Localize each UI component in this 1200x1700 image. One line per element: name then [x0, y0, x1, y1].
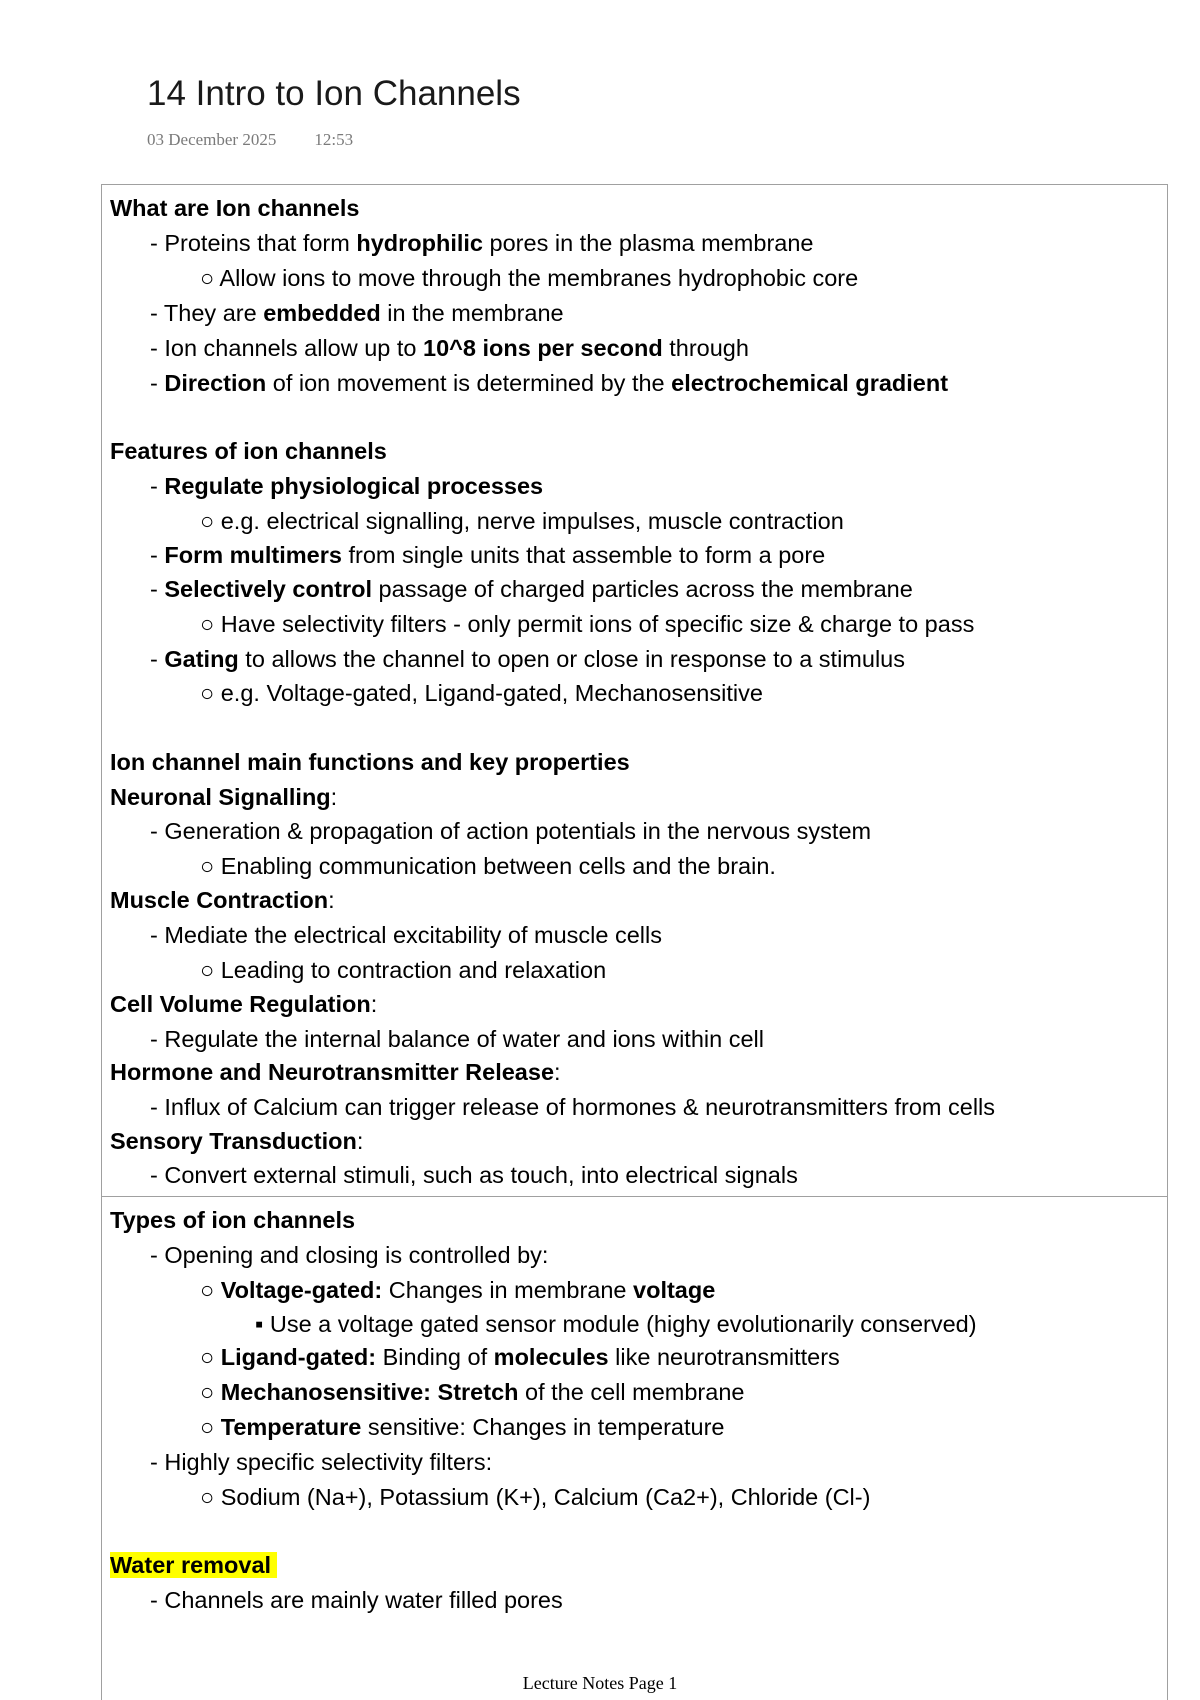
note-line — [150, 1024, 764, 1054]
text-segment: - — [150, 473, 165, 499]
note-line — [200, 1482, 870, 1512]
bold-text: 10^8 ions per second — [423, 335, 663, 361]
note-line — [110, 1126, 363, 1156]
bold-text: Ligand-gated: — [220, 1344, 377, 1370]
bold-text: molecules — [493, 1344, 609, 1370]
bold-text: Muscle Contraction — [110, 887, 329, 913]
text-segment: ○ — [200, 1414, 221, 1440]
bold-text: Neuronal Signalling — [110, 784, 331, 810]
text-segment: - Highly specific selectivity filters: — [150, 1449, 493, 1475]
note-line — [110, 1057, 561, 1087]
note-line — [200, 678, 763, 708]
note-line — [110, 436, 387, 466]
note-line — [200, 263, 858, 293]
text-segment: ○ e.g. electrical signalling, nerve impulses, muscle contraction — [200, 508, 844, 534]
note-line — [110, 885, 335, 915]
bold-text: Features of ion channels — [110, 438, 387, 464]
note-line — [200, 1275, 715, 1305]
text-segment: - Mediate the electrical excitability of muscle cells — [150, 922, 662, 948]
text-segment: ○ Leading to contraction and relaxation — [200, 957, 607, 983]
text-segment: Changes in membrane — [382, 1277, 634, 1303]
note-line — [150, 540, 825, 570]
page-title: 14 Intro to Ion Channels — [147, 74, 521, 113]
text-segment: - Influx of Calcium can trigger release of hormones & neurotransmitters from cells — [150, 1094, 996, 1120]
note-container-1[interactable] — [101, 184, 1168, 1197]
note-container-2[interactable] — [101, 1196, 1168, 1700]
note-line — [200, 955, 606, 985]
text-segment: - Regulate the internal balance of water and ions within cell — [150, 1026, 764, 1052]
text-segment: - — [150, 646, 165, 672]
bold-text: Types of ion channels — [110, 1207, 356, 1233]
text-segment: like neurotransmitters — [608, 1344, 840, 1370]
text-segment: - — [150, 370, 165, 396]
text-segment: : — [330, 784, 338, 810]
time-text: 12:53 — [314, 130, 354, 149]
text-segment: in the membrane — [380, 300, 564, 326]
text-segment: pores in the plasma membrane — [483, 230, 814, 256]
note-line — [110, 782, 337, 812]
text-segment: ○ Sodium (Na+), Potassium (K+), Calcium (Ca2+), Chloride (Cl-) — [200, 1484, 871, 1510]
note-line — [150, 471, 543, 501]
text-segment: - Generation & propagation of action potentials in the nervous system — [150, 818, 872, 844]
text-segment: - Opening and closing is controlled by: — [150, 1242, 549, 1268]
text-segment: sensitive: Changes in temperature — [361, 1414, 725, 1440]
text-segment: - — [150, 576, 165, 602]
bold-text: Hormone and Neurotransmitter Release — [110, 1059, 555, 1085]
bold-text: Cell Volume Regulation — [110, 991, 371, 1017]
text-segment: - Proteins that form — [150, 230, 357, 256]
note-line — [150, 1240, 548, 1270]
text-segment: to allows the channel to open or close in response to a stimulus — [238, 646, 905, 672]
note-line — [150, 333, 749, 363]
note-line — [150, 1447, 492, 1477]
note-line — [150, 228, 813, 258]
page-footer: Lecture Notes Page 1 — [522, 1673, 678, 1693]
note-line — [110, 193, 359, 223]
text-segment: : — [328, 887, 335, 913]
bold-text: Ion channel main functions and key properties — [110, 749, 630, 775]
text-segment: ○ Enabling communication between cells and the brain. — [200, 853, 776, 879]
note-line — [200, 1412, 725, 1442]
note-line — [110, 1205, 355, 1235]
text-segment: - — [150, 542, 165, 568]
bold-text: voltage — [633, 1277, 716, 1303]
bold-text: hydrophilic — [356, 230, 484, 256]
text-segment: - Ion channels allow up to — [150, 335, 424, 361]
text-segment: of the cell membrane — [518, 1379, 745, 1405]
note-line — [255, 1309, 977, 1339]
text-segment: ○ Have selectivity filters - only permit ions of specific size & charge to pass — [200, 611, 975, 637]
text-segment: ○ — [200, 1277, 221, 1303]
bold-text: Sensory Transduction — [110, 1128, 357, 1154]
highlighted-text: Water removal — [110, 1552, 277, 1578]
text-segment: ○ e.g. Voltage-gated, Ligand-gated, Mechanosensitive — [200, 680, 763, 706]
text-segment: : — [356, 1128, 364, 1154]
text-segment: ○ Allow ions to move through the membranes hydrophobic core — [200, 265, 859, 291]
text-segment: - They are — [150, 300, 264, 326]
note-line — [150, 1160, 798, 1190]
note-line — [200, 609, 974, 639]
bold-text: Temperature — [220, 1414, 362, 1440]
note-line — [110, 747, 630, 777]
text-segment: : — [554, 1059, 561, 1085]
bold-text: electrochemical gradient — [671, 370, 949, 396]
bold-text: Regulate physiological processes — [164, 473, 544, 499]
text-segment: - Channels are mainly water filled pores — [150, 1587, 563, 1613]
text-segment: through — [662, 335, 749, 361]
note-line — [150, 298, 564, 328]
text-segment: ○ — [200, 1379, 221, 1405]
note-line — [150, 644, 905, 674]
bold-text: Voltage-gated: — [220, 1277, 383, 1303]
text-segment: ▪ Use a voltage gated sensor module (highy evolutionarily conserved) — [255, 1311, 977, 1337]
bold-text: Direction — [164, 370, 267, 396]
text-segment: : — [370, 991, 378, 1017]
note-line — [150, 920, 662, 950]
date-text: 03 December 2025 — [147, 130, 277, 149]
bold-text: Selectively control — [164, 576, 373, 602]
bold-text: What are Ion channels — [110, 195, 360, 221]
text-segment: Binding of — [376, 1344, 494, 1370]
note-line — [150, 1585, 563, 1615]
note-line — [200, 506, 844, 536]
note-line — [200, 851, 776, 881]
text-segment: - Convert external stimuli, such as touch, into electrical signals — [150, 1162, 798, 1188]
note-line — [110, 1550, 277, 1580]
bold-text: Gating — [164, 646, 239, 672]
note-line — [150, 368, 948, 398]
text-segment: from single units that assemble to form a pore — [341, 542, 826, 568]
timestamp — [147, 130, 353, 150]
text-segment: ○ — [200, 1344, 221, 1370]
note-line — [150, 1092, 995, 1122]
note-line — [200, 1377, 744, 1407]
note-line — [150, 816, 871, 846]
note-line — [110, 989, 377, 1019]
bold-text: Form multimers — [164, 542, 342, 568]
bold-text: Mechanosensitive: Stretch — [220, 1379, 519, 1405]
text-segment: of ion movement is determined by the — [266, 370, 672, 396]
text-segment: passage of charged particles across the membrane — [372, 576, 913, 602]
note-line — [150, 574, 913, 604]
note-line — [200, 1342, 840, 1372]
bold-text: embedded — [263, 300, 381, 326]
